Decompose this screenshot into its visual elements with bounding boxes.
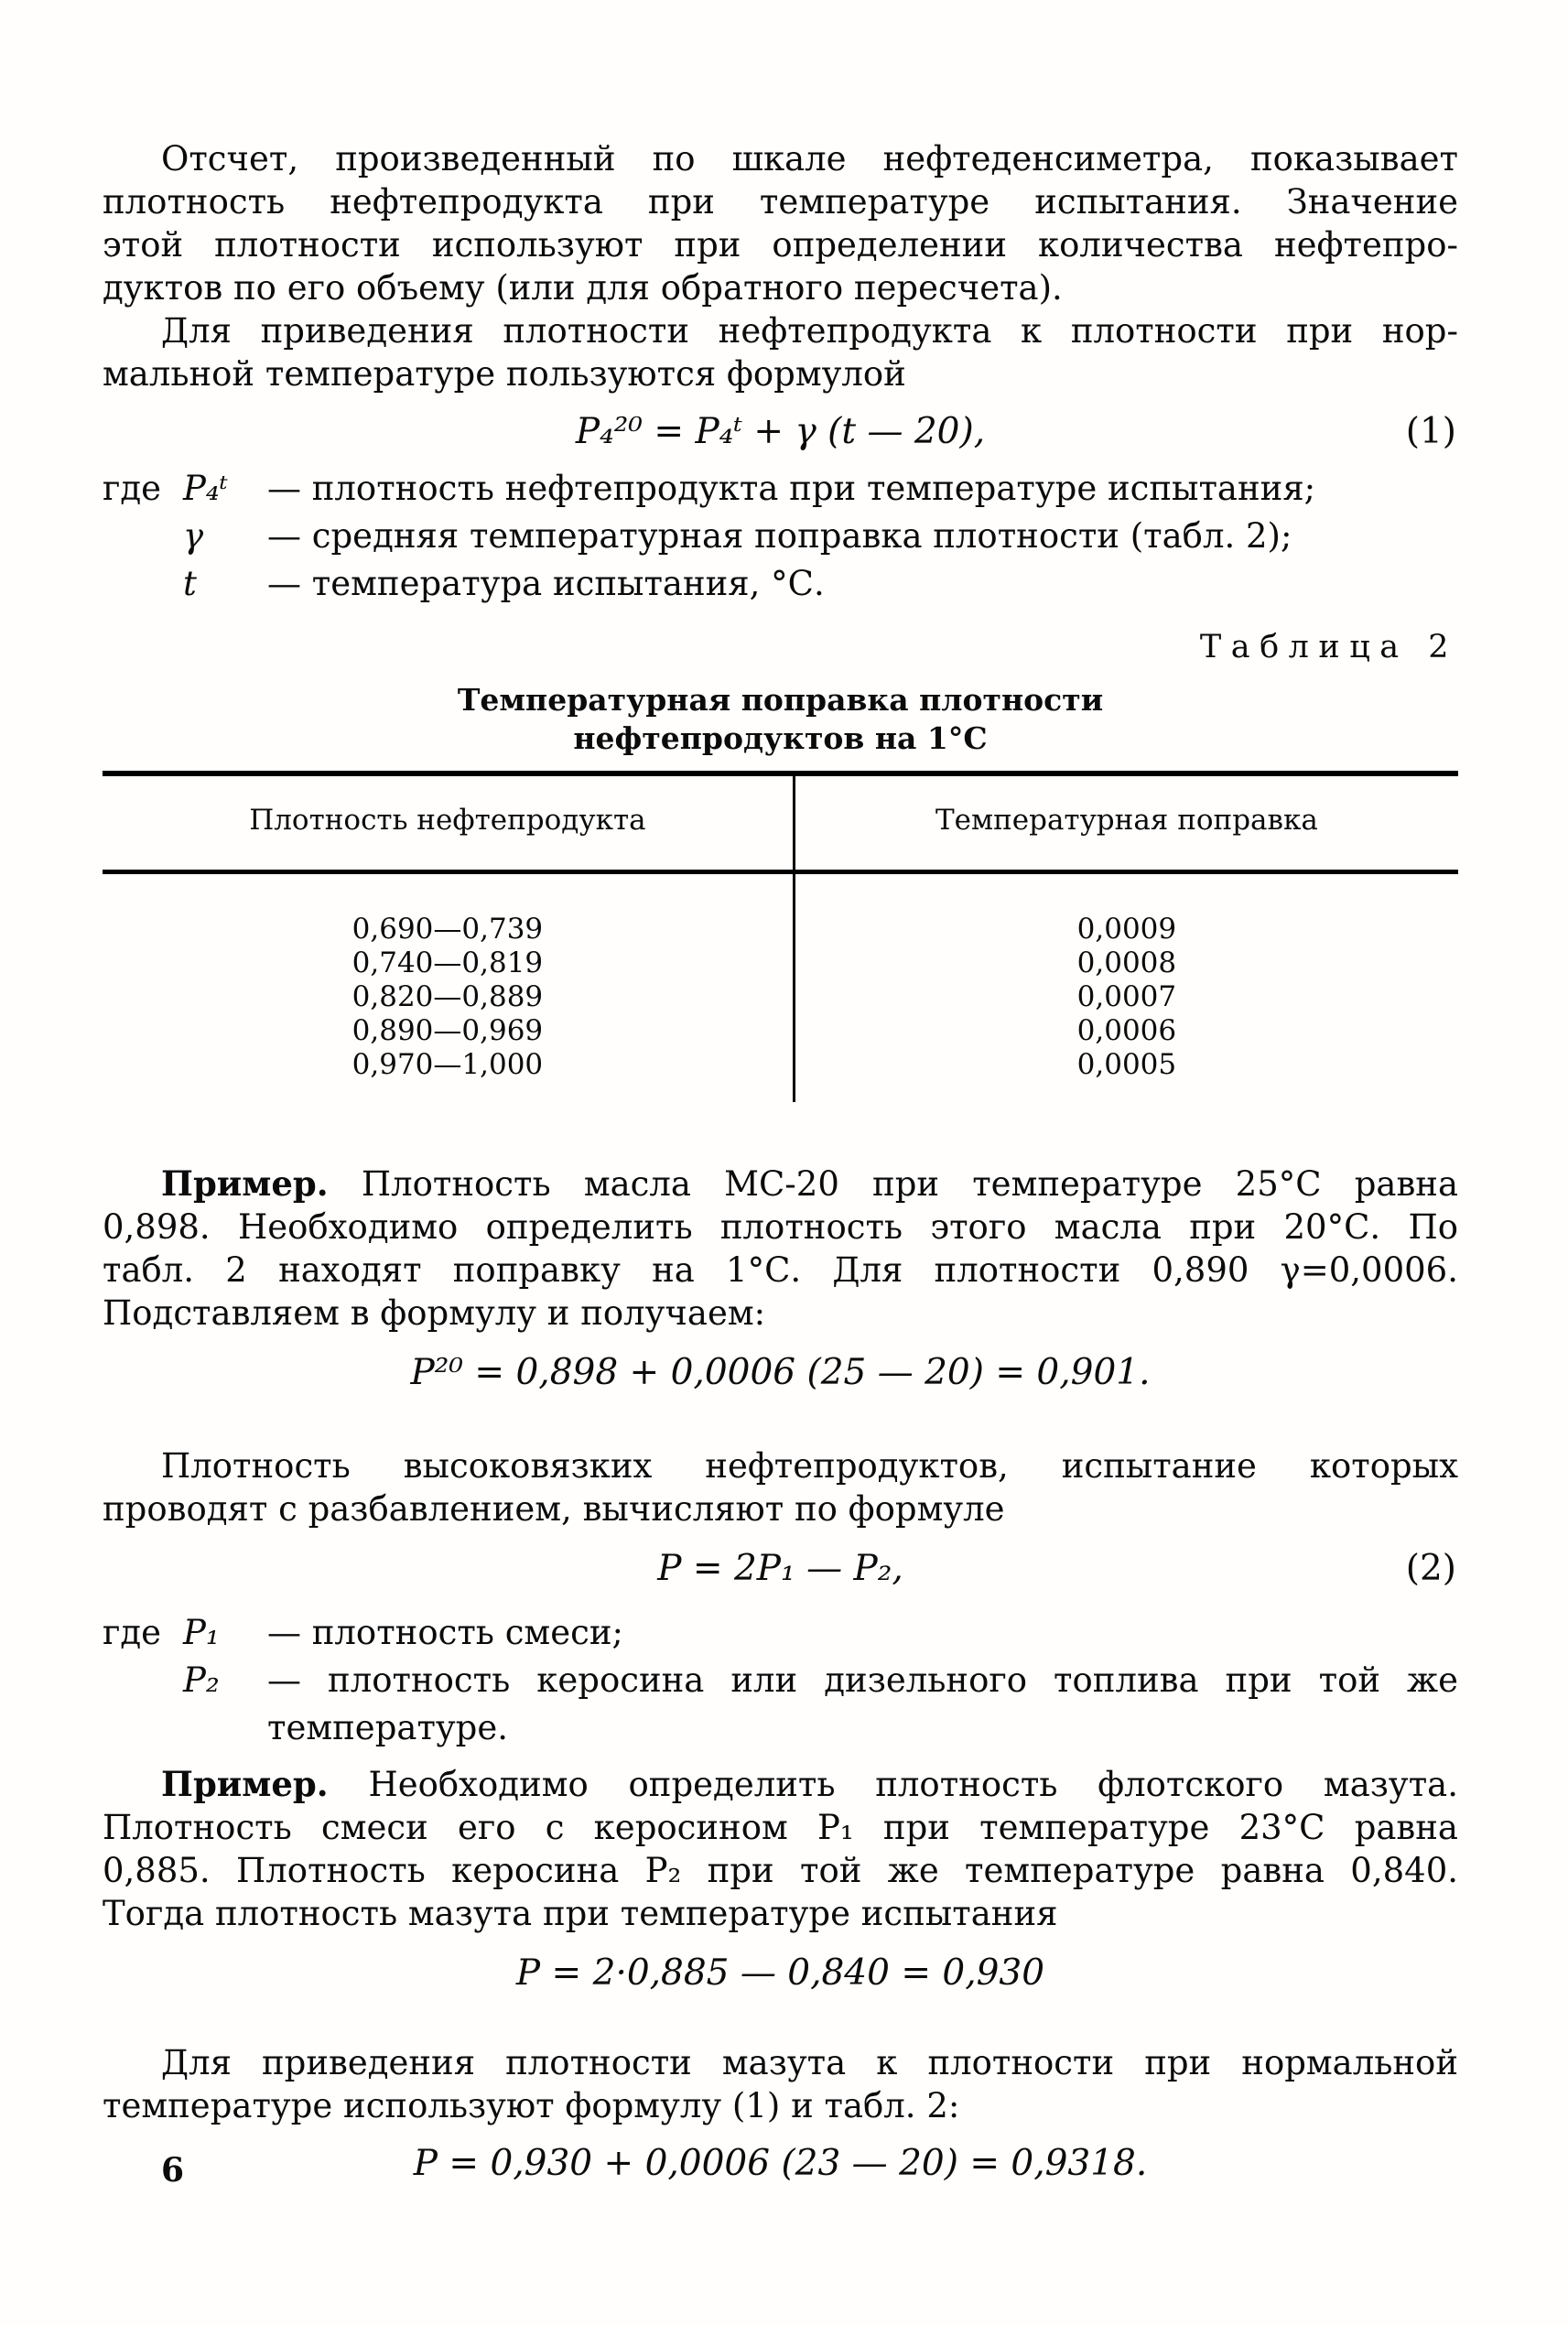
paragraph-intro — [103, 137, 1458, 309]
table-body — [103, 872, 1458, 1103]
column-header-density: Плотность нефтепродукта — [103, 773, 794, 872]
correction-cell: 0,0006 — [1076, 1014, 1177, 1047]
text-line: плотность нефтепродукта при температуре испытания. Значение — [103, 182, 1458, 222]
formula-2-number: (2) — [1405, 1548, 1456, 1589]
text-line: Плотность смеси его с керосином P₁ при температуре 23°С равна — [103, 1808, 1458, 1847]
example-first-line: Необходимо определить плотность флотского мазута. — [368, 1765, 1458, 1804]
text-line: — средняя температурная поправка плотности (табл. 2); — [267, 516, 1292, 556]
formula-example-2 — [103, 1950, 1458, 1997]
definition-symbol: P₂ — [183, 1660, 220, 1700]
definition-intro: где — [103, 1613, 162, 1652]
text-line — [103, 1763, 1458, 1806]
definition-text — [267, 560, 1458, 608]
text-line: температуре. — [267, 1708, 509, 1747]
table-row — [103, 872, 1458, 947]
formula-example-1 — [103, 1349, 1458, 1397]
text-line: 0,898. Необходимо определить плотность этого масла при 20°С. По — [103, 1207, 1458, 1247]
column-header-correction: Температурная поправка — [794, 773, 1458, 872]
definition-symbol: t — [183, 564, 197, 603]
example-label: Пример. — [161, 1163, 329, 1204]
page-number: 6 — [161, 2151, 185, 2190]
formula-final — [103, 2140, 1458, 2188]
definition-item — [103, 513, 1458, 560]
definition-text — [267, 513, 1458, 560]
formula-2-expression: P = 2P₁ — P₂, — [657, 1548, 903, 1589]
definition-list-1 — [103, 465, 1458, 608]
definition-item — [103, 1609, 1458, 1657]
text-line: дуктов по его объему (или для обратного пересчета). — [103, 268, 1063, 308]
text-line: — плотность смеси; — [267, 1613, 623, 1652]
definition-list-2 — [103, 1609, 1458, 1752]
definition-symbol: P₄ᵗ — [183, 469, 228, 508]
definition-item — [103, 465, 1458, 513]
formula-1-number: (1) — [1405, 411, 1456, 452]
density-range-cell: 0,890—0,969 — [103, 1014, 794, 1048]
correction-cell: 0,0008 — [1076, 946, 1177, 979]
text-line: табл. 2 находят поправку на 1°С. Для плотности 0,890 γ=0,0006. — [103, 1250, 1458, 1290]
text-line: — плотность керосина или дизельного топлива при той же — [267, 1660, 1458, 1700]
example-1 — [103, 1162, 1458, 1335]
text-line: Отсчет, произведенный по шкале нефтеденсиметра, показывает — [161, 139, 1458, 178]
text-line: 0,885. Плотность керосина P₂ при той же температуре равна 0,840. — [103, 1851, 1458, 1890]
text-line — [103, 1162, 1458, 1206]
formula-expression: P = 0,930 + 0,0006 (23 — 20) = 0,9318. — [413, 2143, 1148, 2184]
text-line: — плотность нефтепродукта при температуре испытания; — [267, 469, 1316, 508]
definition-item — [103, 560, 1458, 608]
paragraph-final — [103, 2041, 1458, 2127]
definition-text — [267, 1657, 1458, 1752]
text-line: Тогда плотность мазута при температуре испытания — [103, 1894, 1058, 1933]
formula-expression: P²⁰ = 0,898 + 0,0006 (25 — 20) = 0,901. — [410, 1352, 1151, 1393]
definition-intro: где — [103, 469, 162, 508]
paragraph-viscous — [103, 1444, 1458, 1530]
table-caption: Таблица 2 — [1199, 629, 1458, 665]
text-line: мальной температуре пользуются формулой — [103, 354, 906, 394]
table-row — [103, 980, 1458, 1014]
table-row — [103, 946, 1458, 980]
text-line: этой плотности используют при определении количества нефтепро- — [103, 225, 1458, 265]
correction-cell: 0,0007 — [1076, 980, 1177, 1013]
density-range-cell: 0,970—1,000 — [103, 1048, 794, 1102]
definition-text — [267, 1609, 1458, 1657]
example-first-line: Плотность масла МС-20 при температуре 25°С равна — [361, 1164, 1459, 1204]
formula-1-expression: P₄²⁰ = P₄ᵗ + γ (t — 20), — [575, 411, 986, 452]
table-header-row — [103, 773, 1458, 872]
text-line: Подставляем в формулу и получаем: — [103, 1293, 766, 1333]
text-line: проводят с разбавлением, вычисляют по формуле — [103, 1489, 1005, 1529]
formula-2 — [103, 1545, 1458, 1593]
density-correction-table — [103, 771, 1458, 1102]
text-line: температуре используют формулу (1) и табл. 2: — [103, 2086, 960, 2125]
formula-1 — [103, 408, 1458, 456]
example-label: Пример. — [161, 1764, 329, 1804]
text-line: Для приведения плотности мазута к плотности при нормальной — [161, 2043, 1458, 2082]
correction-cell: 0,0005 — [1076, 1048, 1177, 1081]
table-title-line: нефтепродуктов на 1°С — [573, 720, 988, 756]
correction-cell: 0,0009 — [1076, 913, 1177, 946]
table-title — [103, 681, 1458, 758]
text-line: — температура испытания, °С. — [267, 564, 825, 603]
definition-text — [267, 465, 1458, 513]
definition-symbol: P₁ — [183, 1613, 220, 1652]
table-row — [103, 1048, 1458, 1102]
density-range-cell: 0,690—0,739 — [103, 872, 794, 947]
text-line: Для приведения плотности нефтепродукта к плотности при нор- — [161, 311, 1458, 351]
formula-expression: P = 2·0,885 — 0,840 = 0,930 — [515, 1952, 1045, 1994]
definition-item — [103, 1657, 1458, 1752]
table-header — [103, 773, 1458, 872]
density-range-cell: 0,740—0,819 — [103, 946, 794, 980]
table-title-line: Температурная поправка плотности — [457, 682, 1104, 718]
definition-symbol: γ — [183, 516, 204, 556]
table-row — [103, 1014, 1458, 1048]
example-2 — [103, 1763, 1458, 1935]
text-line: Плотность высоковязких нефтепродуктов, испытание которых — [161, 1446, 1458, 1486]
paragraph-formula-lead — [103, 309, 1458, 395]
density-range-cell: 0,820—0,889 — [103, 980, 794, 1014]
